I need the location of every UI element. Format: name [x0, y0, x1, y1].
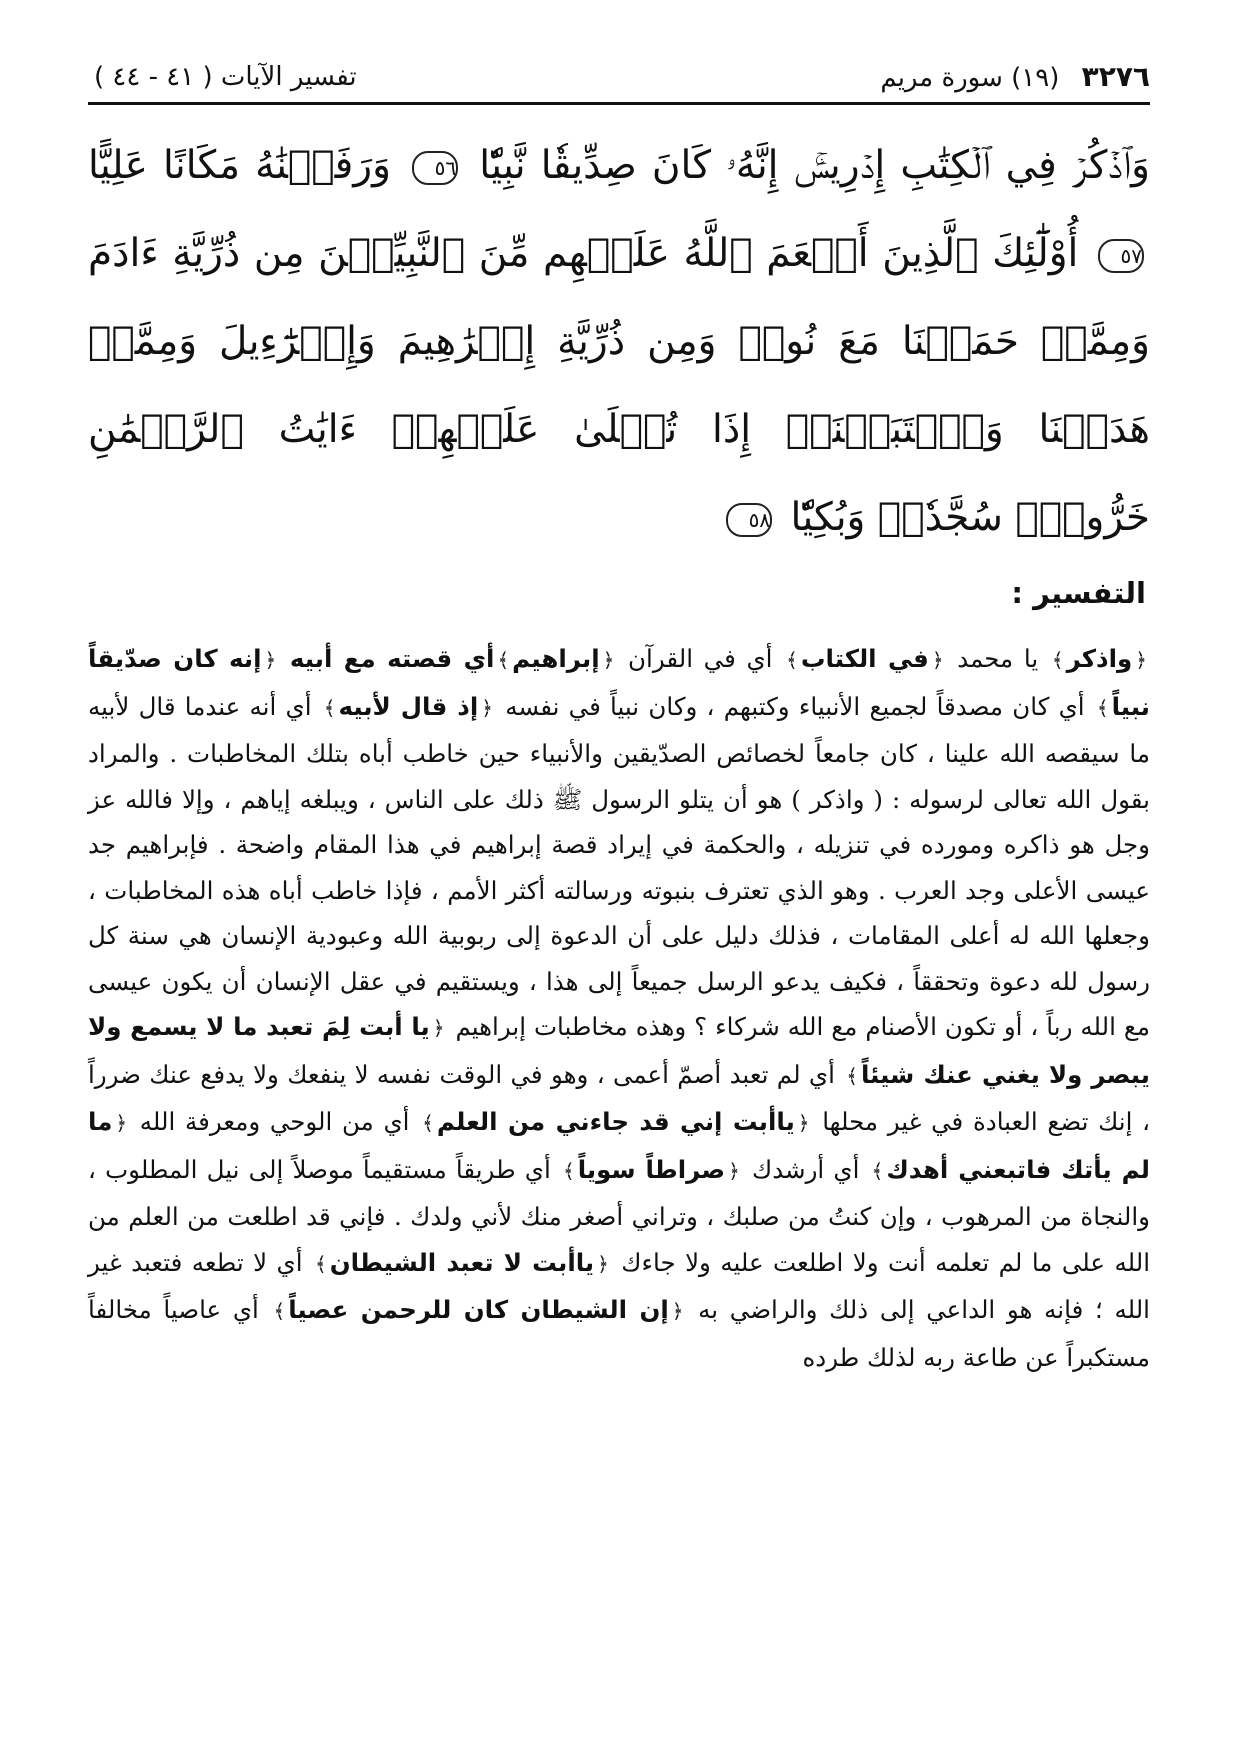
bracket-ornament: ﴾ — [314, 1251, 327, 1276]
commentary-body — [88, 636, 1150, 1380]
bracket-ornament: ﴿ — [728, 1158, 740, 1183]
book-page — [88, 58, 1150, 1718]
bracket-ornament: ﴿ — [597, 1251, 609, 1276]
quoted-phrase: صراطاً سوياً — [577, 1154, 726, 1184]
quoted-phrase: يا أبت لِمَ تعبد ما لا يسمع ولا يبصر ولا يغني عنك شيئاً — [88, 1012, 1150, 1089]
commentary-text: أي لم تعبد أصمّ أعمى ، وهو في الوقت نفسه لا ينفعك ولا يدفع عنك ضرراً ، إنك تضع العبادة في غير محلها — [88, 1059, 1151, 1136]
quoted-phrase: ما لم يأتك فاتبعني أهدك — [88, 1107, 1151, 1184]
bracket-ornament: ﴾ — [871, 1158, 884, 1183]
commentary-text: أي طريقاً مستقيماً موصلاً إلى نيل المطلوب ، والنجاة من المرهوب ، وإن كنتُ من صلبك ، وتراني أصغر منك لأني ولدك . فإني قد اطلعت من العلم من الله على ما لم تعلمه أنت ولا اطلعت عليه ولا جاءك — [88, 1154, 1150, 1277]
bracket-ornament: ﴿ — [931, 648, 944, 672]
commentary-text: أي عاصياً مخالفاً مستكبراً عن طاعة ربه لذلك طرده — [88, 1295, 1150, 1372]
section-range: تفسير الآيات ( ٤١ - ٤٤ ) — [94, 62, 357, 92]
quoted-phrase: إبراهيم — [512, 644, 600, 673]
commentary-text: يا محمد — [957, 644, 1039, 673]
commentary-text: أي أنه عندما قال لأبيه ما سيقصه الله علينا ، كان جامعاً لخصائص الصدّيقين والأنبياء حين خاطب أباه بتلك المخاطبات . والمراد بقول الله تعالى لرسوله : ( واذكر ) هو أن يتلو الرسول ﷺ ذلك على الناس ، ويبلغه إياهم ، وإلا فالله عز وجل هو ذاكره ومورده في تنزيله ، والحكمة في إيراد قصة إبراهيم في هذا المقام واضحة . فإبراهيم جد عيسى الأعلى وجد العرب . وهو الذي تعترف بنبوته ورسالته أكثر الأمم ، فإذا خاطب أباه هذه المخاطبات ، وجعلها الله له أعلى المقامات ، فذلك دليل على أن الدعوة إلى ربوبية الله وعبودية الإنسان هي سنة كل رسول لله دعوة وتحققاً ، فكيف يدعو الرسل جميعاً إلى هذا ، ويستقيم في عقل الإنسان أن يكون عيسى مع الله رباً ، أو تكون الأصنام مع الله شركاء ؟ وهذه مخاطبات إبراهيم — [88, 691, 1150, 1041]
bracket-ornament: ﴿ — [115, 1111, 128, 1135]
verse-text: أُوْلَٰٓئِكَ ٱلَّذِينَ أَنۡعَمَ ٱللَّهُ عَلَيۡهِم مِّنَ ٱلنَّبِيِّـۧنَ مِن ذُرِّيَّةِ ءَادَمَ وَمِمَّنۡ حَمَلۡنَا مَعَ نُوحٖ وَمِن ذُرِّيَّةِ إِبۡرَٰهِيمَ وَإِسۡرَٰٓءِيلَ وَمِمَّنۡ هَدَيۡنَا وَٱجۡتَبَيۡنَآۚ إِذَا تُتۡلَىٰ عَلَيۡهِمۡ ءَايَٰتُ ٱلرَّحۡمَٰنِ خَرُّواْۤ سُجَّدٗاۤ وَبُكِيّٗا — [88, 231, 1150, 540]
commentary-text: أي أرشدك — [752, 1154, 860, 1184]
page-number: ٣٢٧٦ — [1081, 60, 1150, 93]
quoted-phrase: إنه كان صدّيقاً نبياً — [88, 644, 1150, 721]
bracket-ornament: ﴿ — [432, 1016, 445, 1040]
bracket-ornament: ﴾ — [786, 648, 798, 672]
commentary-text: أي كان مصدقاً لجميع الأنبياء وكتبهم ، وكان نبياً في نفسه — [505, 691, 1085, 721]
verse-number-marker: ٥٧ — [1098, 239, 1144, 273]
bracket-ornament: ﴾ — [846, 1063, 858, 1088]
bracket-ornament: ﴾ — [562, 1158, 575, 1183]
bracket-ornament: ﴿ — [602, 648, 615, 672]
bracket-ornament: ﴾ — [1096, 695, 1109, 720]
verse-number-marker: ٥٦ — [412, 151, 458, 185]
bracket-ornament: ﴾ — [323, 695, 336, 720]
surah-title: (١٩) سورة مريم — [880, 63, 1060, 93]
verse-text: وَرَفَعۡنَٰهُ مَكَانًا عَلِيًّا — [88, 143, 391, 188]
commentary-text: أي من الوحي ومعرفة الله — [139, 1107, 410, 1136]
header-divider — [88, 102, 1150, 105]
commentary-text: أي في القرآن — [628, 644, 773, 673]
tafsir-heading: التفسير : — [1011, 576, 1146, 610]
header-right — [880, 60, 1150, 93]
verse-number-marker: ٥٨ — [726, 503, 772, 537]
bracket-ornament: ﴿ — [797, 1111, 810, 1135]
commentary-text-bold: أي قصته مع أبيه — [289, 644, 495, 673]
quoted-phrase: في الكتاب — [800, 644, 929, 673]
bracket-ornament: ﴾ — [1051, 648, 1064, 672]
verse-text: وَٱذۡكُرۡ فِي ٱلۡكِتَٰبِ إِدۡرِيسَۚ إِنَّهُۥ كَانَ صِدِّيقٗا نَّبِيّٗا — [479, 143, 1150, 188]
quoted-phrase: واذكر — [1066, 644, 1133, 673]
quoted-phrase: إذ قال لأبيه — [338, 691, 479, 721]
bracket-ornament: ﴿ — [1135, 648, 1147, 672]
bracket-ornament: ﴾ — [273, 1299, 286, 1323]
commentary-text: أي لا تطعه فتعبد غير الله ؛ فإنه هو الداعي إلى ذلك والراضي به — [88, 1247, 1150, 1324]
bracket-ornament: ﴾ — [497, 648, 510, 672]
quoted-phrase: ياأبت لا تعبد الشيطان — [329, 1247, 595, 1277]
quoted-phrase: ياأبت إني قد جاءني من العلم — [436, 1107, 795, 1136]
quoted-phrase: إن الشيطان كان للرحمن عصياً — [288, 1295, 669, 1324]
running-header — [88, 58, 1150, 102]
bracket-ornament: ﴿ — [671, 1299, 684, 1323]
bracket-ornament: ﴾ — [422, 1111, 434, 1135]
quran-verses — [88, 122, 1150, 562]
bracket-ornament: ﴿ — [481, 695, 493, 720]
bracket-ornament: ﴿ — [264, 648, 277, 672]
